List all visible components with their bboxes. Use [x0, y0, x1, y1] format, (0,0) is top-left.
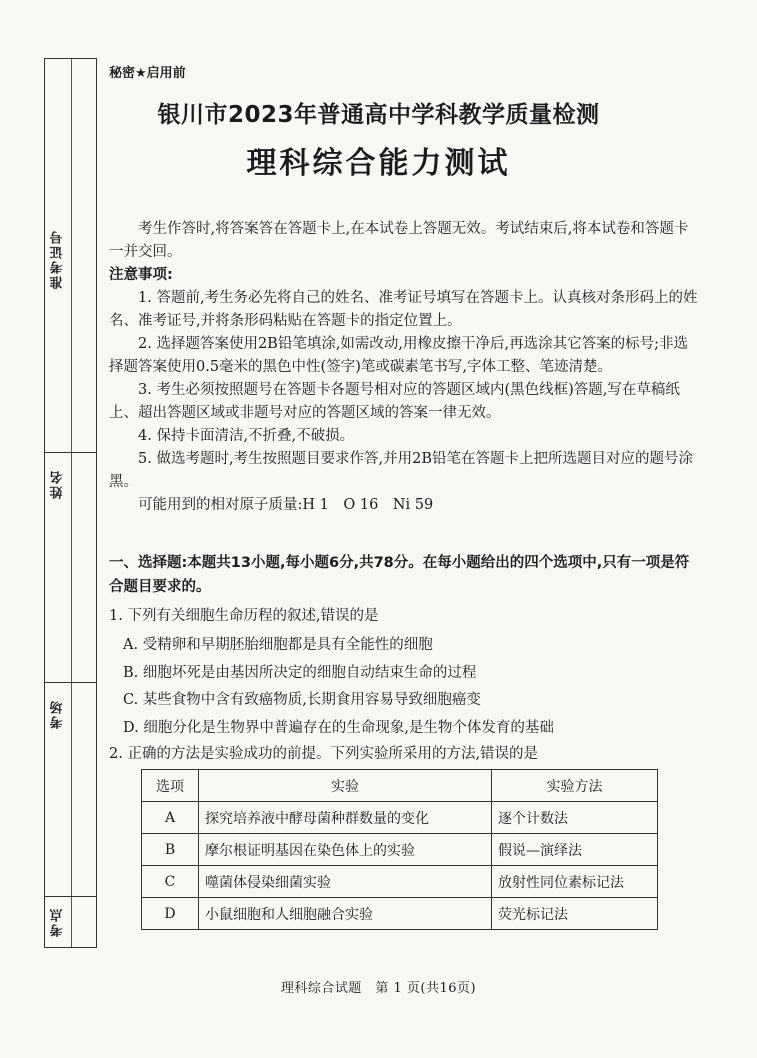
- page-footer: 理科综合试题 第 1 页(共16页): [280, 981, 477, 996]
- notice-item: 5. 做选考题时,考生按照题目要求作答,并用2B铅笔在答题卡上把所选题目对应的题号涂黑。: [109, 451, 694, 490]
- table-cell: 探究培养液中酵母菌种群数量的变化: [199, 802, 492, 834]
- table-row: [142, 898, 658, 930]
- table-cell: D: [142, 898, 199, 930]
- table-header: 实验: [199, 770, 492, 802]
- atomic-mass-line: 可能用到的相对原子质量:H 1 O 16 Ni 59: [138, 497, 434, 513]
- binding-column-divider: [71, 59, 72, 947]
- table-cell: C: [142, 866, 199, 898]
- section-title: 一、选择题:本题共13小题,每小题6分,共78分。在每小题给出的四个选项中,只有一项是符合题目要求的。: [109, 555, 690, 595]
- page-title: 银川市2023年普通高中学科教学质量检测: [157, 102, 600, 128]
- table-cell: B: [142, 834, 199, 866]
- table-cell: 噬菌体侵染细菌实验: [199, 866, 492, 898]
- experiment-table: [141, 769, 658, 930]
- table-cell: A: [142, 802, 199, 834]
- table-header: 选项: [142, 770, 199, 802]
- secret-label: 秘密★启用前: [109, 66, 186, 81]
- table-header-row: [142, 770, 658, 802]
- exam-site-label: 考点: [50, 907, 66, 937]
- exam-room-label: 考场: [50, 699, 66, 729]
- table-row: [142, 866, 658, 898]
- table-cell: 摩尔根证明基因在染色体上的实验: [199, 834, 492, 866]
- notice-item: 1. 答题前,考生务必先将自己的姓名、准考证号填写在答题卡上。认真核对条形码上的姓名、准考证号,并将条形码粘贴在答题卡的指定位置上。: [109, 290, 698, 329]
- notice-item: 4. 保持卡面清洁,不折叠,不破损。: [138, 428, 355, 444]
- table-header: 实验方法: [492, 770, 658, 802]
- binding-separator: [45, 452, 96, 453]
- table-row: [142, 834, 658, 866]
- table-cell: 放射性同位素标记法: [492, 866, 658, 898]
- question-2-stem: 2. 正确的方法是实验成功的前提。下列实验所采用的方法,错误的是: [109, 746, 539, 762]
- q1-option-b: B. 细胞坏死是由基因所决定的细胞自动结束生命的过程: [123, 665, 477, 681]
- name-label: 姓名: [50, 469, 66, 499]
- table-cell: 荧光标记法: [492, 898, 658, 930]
- q1-option-a: A. 受精卵和早期胚胎细胞都是具有全能性的细胞: [123, 637, 433, 653]
- notice-item: 2. 选择题答案使用2B铅笔填涂,如需改动,用橡皮擦干净后,再选涂其它答案的标号;非选择题答案使用0.5毫米的黑色中性(签字)笔或碳素笔书写,字体工整、笔迹清楚。: [109, 336, 689, 375]
- table-row: [142, 802, 658, 834]
- instructions: [109, 218, 699, 517]
- table-cell: 假说—演绎法: [492, 834, 658, 866]
- question-1-stem: 1. 下列有关细胞生命历程的叙述,错误的是: [109, 608, 379, 624]
- q1-option-c: C. 某些食物中含有致癌物质,长期食用容易导致细胞癌变: [123, 692, 481, 708]
- page-subtitle: 理科综合能力测试: [246, 146, 511, 181]
- exam-id-label: 准考证号: [50, 229, 66, 289]
- table-cell: 小鼠细胞和人细胞融合实验: [199, 898, 492, 930]
- intro-paragraph: 考生作答时,将答案答在答题卡上,在本试卷上答题无效。考试结束后,将本试卷和答题卡一并交回。: [109, 221, 689, 260]
- notice-item: 3. 考生必须按照题号在答题卡各题号相对应的答题区域内(黑色线框)答题,写在草稿纸上、超出答题区域或非题号对应的答题区域的答案一律无效。: [109, 382, 680, 421]
- q1-option-d: D. 细胞分化是生物界中普遍存在的生命现象,是生物个体发育的基础: [123, 720, 554, 736]
- binding-column: [44, 58, 97, 948]
- table-cell: 逐个计数法: [492, 802, 658, 834]
- notice-heading: 注意事项:: [109, 267, 173, 283]
